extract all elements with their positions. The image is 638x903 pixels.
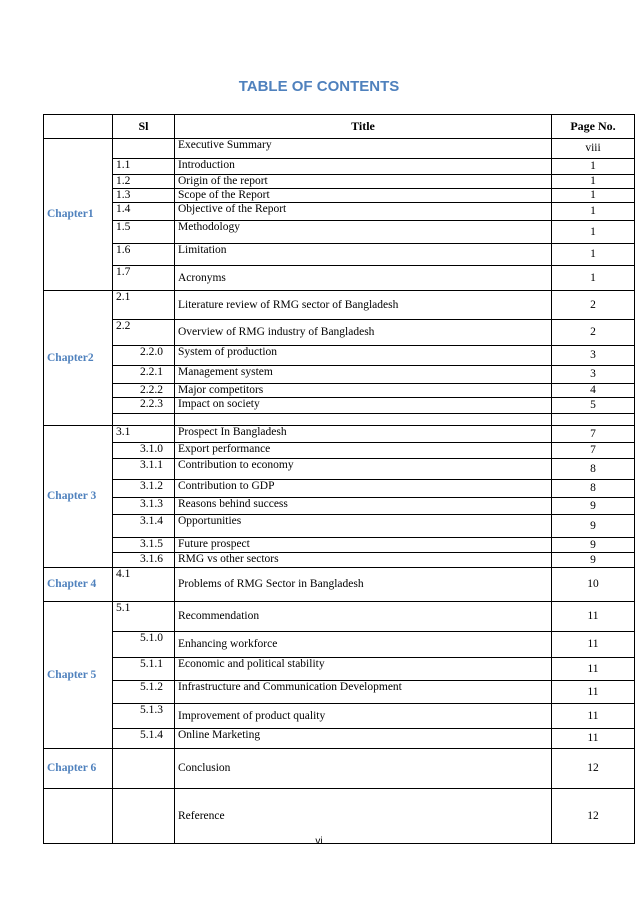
toc-row (44, 244, 635, 266)
page-number-cell: 3 (552, 366, 635, 384)
chapter-label: Chapter 6 (44, 749, 113, 789)
section-title: Objective of the Report (175, 203, 552, 221)
blank-cell (552, 414, 635, 426)
toc-row (44, 398, 635, 414)
page-number: vi (315, 836, 323, 847)
section-number: 3.1.5 (113, 538, 175, 553)
section-title: Limitation (175, 244, 552, 266)
chapter-label: Chapter1 (44, 139, 113, 291)
page-number-cell: 11 (552, 658, 635, 681)
section-number: 3.1.6 (113, 553, 175, 568)
toc-row (44, 139, 635, 159)
chapter-label: Chapter 3 (44, 426, 113, 568)
section-title: Major competitors (175, 384, 552, 398)
toc-row (44, 553, 635, 568)
section-title: Future prospect (175, 538, 552, 553)
section-title: Overview of RMG industry of Bangladesh (175, 320, 552, 346)
page-number-cell: 3 (552, 346, 635, 366)
section-number: 2.2.3 (113, 398, 175, 414)
page-number-cell: 9 (552, 515, 635, 538)
section-title: Executive Summary (175, 139, 552, 159)
toc-row (44, 602, 635, 632)
section-number: 3.1.1 (113, 459, 175, 480)
section-title: Management system (175, 366, 552, 384)
page-number-cell: 2 (552, 320, 635, 346)
toc-row (44, 366, 635, 384)
toc-row (44, 632, 635, 658)
toc-row (44, 568, 635, 602)
section-number: 5.1.4 (113, 729, 175, 749)
section-title: Conclusion (175, 749, 552, 789)
section-number: 2.2 (113, 320, 175, 346)
toc-body (44, 139, 635, 844)
page-number-cell: 11 (552, 632, 635, 658)
section-number: 1.1 (113, 159, 175, 175)
toc-row (44, 203, 635, 221)
section-title: Infrastructure and Communication Development (175, 681, 552, 704)
title-column-header: Title (175, 115, 552, 139)
page-number-cell: 11 (552, 704, 635, 729)
section-title: Methodology (175, 221, 552, 244)
toc-row (44, 189, 635, 203)
page-number-cell: 12 (552, 749, 635, 789)
section-title: Origin of the report (175, 175, 552, 189)
chapter-label: Chapter 4 (44, 568, 113, 602)
section-number: 5.1.2 (113, 681, 175, 704)
chapter-label: Chapter2 (44, 291, 113, 426)
page-number-cell: 5 (552, 398, 635, 414)
toc-row (44, 704, 635, 729)
toc-row (44, 459, 635, 480)
page-column-header: Page No. (552, 115, 635, 139)
section-number: 4.1 (113, 568, 175, 602)
page-number-cell: 11 (552, 602, 635, 632)
section-number: 2.2.0 (113, 346, 175, 366)
section-title: Literature review of RMG sector of Bangladesh (175, 291, 552, 320)
page-number-cell: 9 (552, 498, 635, 515)
page-number-cell: 11 (552, 729, 635, 749)
section-number: 2.2.1 (113, 366, 175, 384)
toc-row (44, 515, 635, 538)
section-number: 5.1.3 (113, 704, 175, 729)
section-number: 1.5 (113, 221, 175, 244)
toc-row (44, 443, 635, 459)
toc-row (44, 291, 635, 320)
section-title: RMG vs other sectors (175, 553, 552, 568)
section-title: Enhancing workforce (175, 632, 552, 658)
section-number: 1.7 (113, 266, 175, 291)
toc-row (44, 320, 635, 346)
toc-row (44, 159, 635, 175)
section-number (113, 139, 175, 159)
section-title: Problems of RMG Sector in Bangladesh (175, 568, 552, 602)
section-number: 5.1.1 (113, 658, 175, 681)
section-number: 1.2 (113, 175, 175, 189)
section-title: Contribution to GDP (175, 480, 552, 498)
section-number: 1.6 (113, 244, 175, 266)
page-number-cell: 10 (552, 568, 635, 602)
page-number-cell: viii (552, 139, 635, 159)
blank-cell (175, 414, 552, 426)
section-title: Reference (175, 789, 552, 844)
toc-row (44, 266, 635, 291)
page-number-cell: 1 (552, 159, 635, 175)
page-title: TABLE OF CONTENTS (238, 78, 400, 95)
toc-row (44, 346, 635, 366)
toc-row (44, 538, 635, 553)
chapter-label: Chapter 5 (44, 602, 113, 749)
page-number-cell: 12 (552, 789, 635, 844)
section-number: 1.4 (113, 203, 175, 221)
section-number: 5.1.0 (113, 632, 175, 658)
section-number: 2.1 (113, 291, 175, 320)
section-title: Export performance (175, 443, 552, 459)
section-title: Impact on society (175, 398, 552, 414)
toc-row (44, 729, 635, 749)
blank-row (44, 414, 635, 426)
section-title: Scope of the Report (175, 189, 552, 203)
section-title: Recommendation (175, 602, 552, 632)
page-number-cell: 8 (552, 459, 635, 480)
section-number: 3.1.4 (113, 515, 175, 538)
toc-table (43, 114, 635, 844)
section-title: Reasons behind success (175, 498, 552, 515)
blank-cell (113, 414, 175, 426)
page-number-cell: 4 (552, 384, 635, 398)
section-title: Economic and political stability (175, 658, 552, 681)
page-number-cell: 7 (552, 426, 635, 443)
section-number: 3.1.3 (113, 498, 175, 515)
section-number: 5.1 (113, 602, 175, 632)
section-number: 1.3 (113, 189, 175, 203)
section-title: Online Marketing (175, 729, 552, 749)
section-title: Introduction (175, 159, 552, 175)
section-number: 3.1 (113, 426, 175, 443)
page-number-cell: 9 (552, 553, 635, 568)
page-number-cell: 1 (552, 175, 635, 189)
sl-column-header: Sl (113, 115, 175, 139)
page-number-cell: 8 (552, 480, 635, 498)
section-number: 3.1.0 (113, 443, 175, 459)
section-title: Prospect In Bangladesh (175, 426, 552, 443)
toc-header-row (44, 115, 635, 139)
page-number-cell: 2 (552, 291, 635, 320)
page-number-cell: 1 (552, 244, 635, 266)
toc-row (44, 498, 635, 515)
toc-row (44, 384, 635, 398)
section-number (113, 749, 175, 789)
toc-row (44, 480, 635, 498)
page-number-cell: 7 (552, 443, 635, 459)
section-number: 3.1.2 (113, 480, 175, 498)
page-number-cell: 9 (552, 538, 635, 553)
section-title: Contribution to economy (175, 459, 552, 480)
toc-row (44, 426, 635, 443)
toc-row (44, 175, 635, 189)
chapter-column-header (44, 115, 113, 139)
page-number-cell: 1 (552, 189, 635, 203)
toc-row (44, 658, 635, 681)
toc-row (44, 681, 635, 704)
toc-row (44, 221, 635, 244)
page-number-cell: 1 (552, 203, 635, 221)
section-title: System of production (175, 346, 552, 366)
section-title: Acronyms (175, 266, 552, 291)
page-number-cell: 1 (552, 221, 635, 244)
toc-row (44, 749, 635, 789)
section-title: Opportunities (175, 515, 552, 538)
page-number-cell: 11 (552, 681, 635, 704)
section-title: Improvement of product quality (175, 704, 552, 729)
section-number: 2.2.2 (113, 384, 175, 398)
page-number-cell: 1 (552, 266, 635, 291)
